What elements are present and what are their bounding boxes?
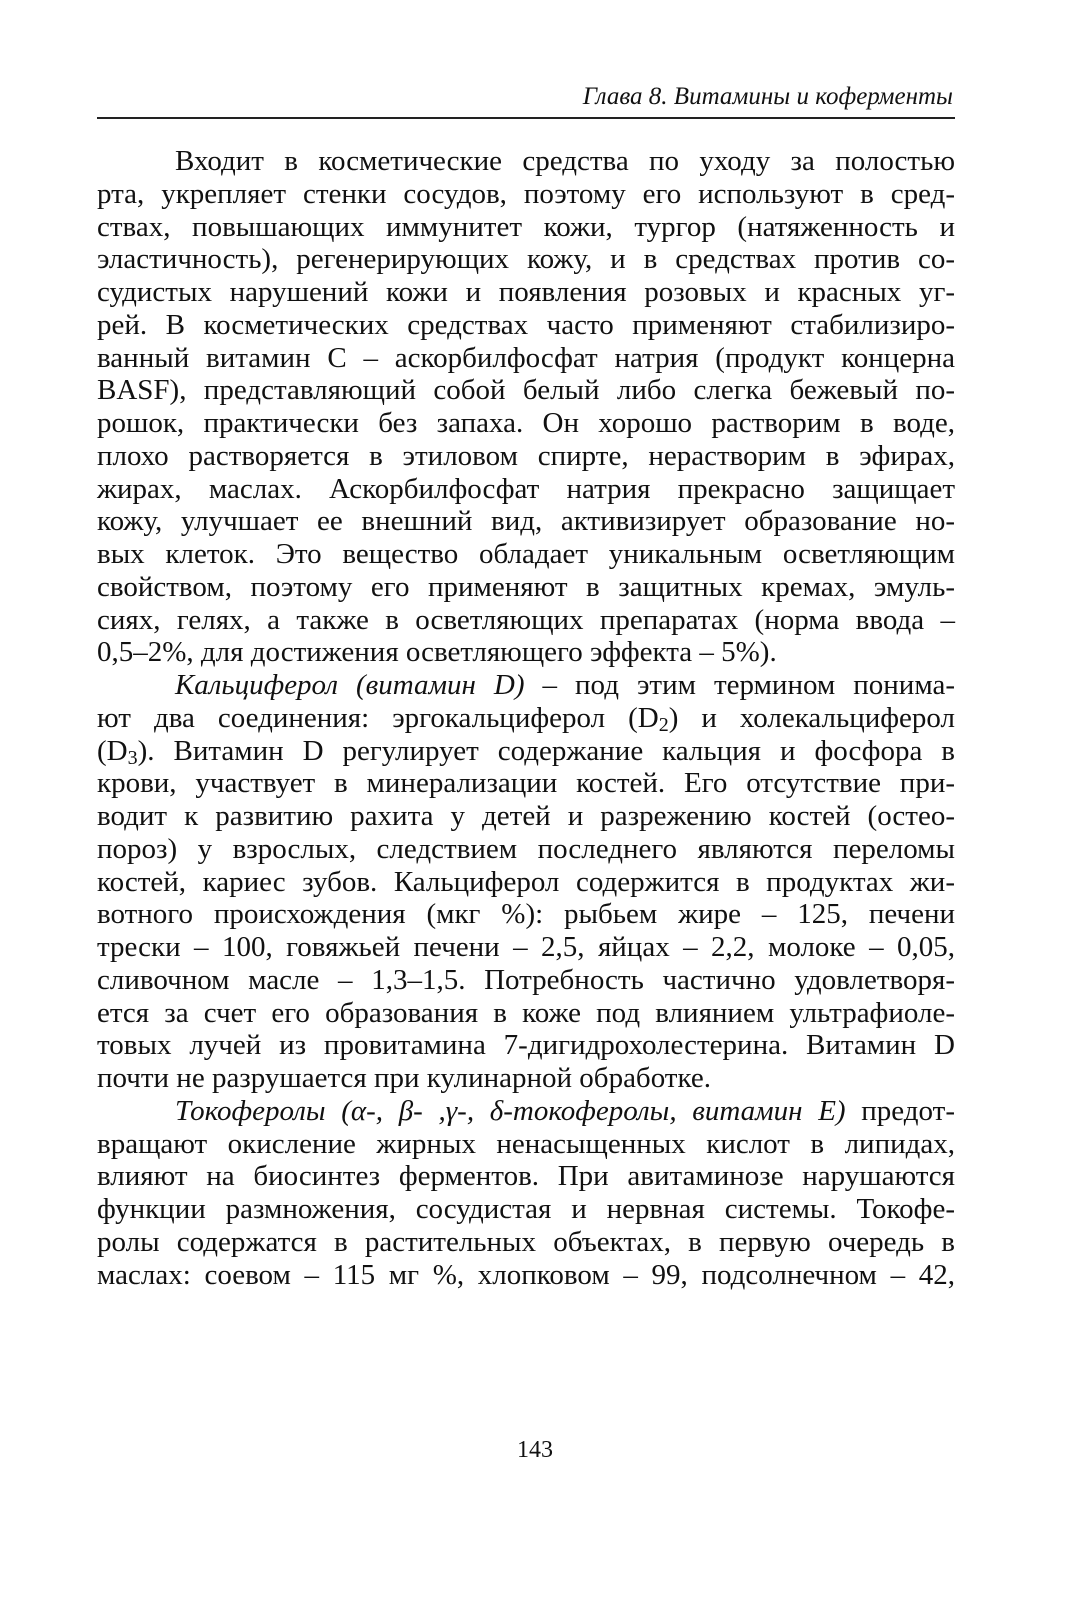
text-line: ствах, повышающих иммунитет кожи, тургор (натяженность и: [97, 210, 955, 243]
text-line: рей. В косметических средствах часто применяют стабилизиро-: [97, 308, 955, 341]
text-line: крови, участвует в минерализации костей. Его отсутствие при-: [97, 767, 955, 800]
term-tocopherols: Токоферолы (α-, β- ,γ-, δ-токоферолы, витамин Е): [175, 1094, 846, 1127]
text-line: жирах, маслах. Аскорбилфосфат натрия прекрасно защищает: [97, 472, 955, 505]
body-text: [97, 145, 955, 1291]
page-number: 143: [517, 1437, 553, 1463]
subscript: 3: [127, 746, 138, 769]
text-line: ванный витамин С – аскорбилфосфат натрия (продукт концерна: [97, 341, 955, 374]
text-line: вращают окисление жирных ненасыщенных кислот в липидах,: [97, 1127, 955, 1160]
text-line: Токоферолы (α-, β- ,γ-, δ-токоферолы, витамин Е) предот-: [175, 1094, 955, 1127]
text-line: функции размножения, сосудистая и нервная системы. Токофе-: [97, 1193, 955, 1225]
text-line: Кальциферол (витамин D) – под этим термином понима-: [175, 669, 955, 701]
text-line: кожу, улучшает ее внешний вид, активизирует образование но-: [97, 505, 955, 538]
text-line: судистых нарушений кожи и появления розовых и красных уг-: [97, 276, 955, 308]
text-line: эластичность), регенерирующих кожу, и в средствах против со-: [97, 243, 955, 276]
text-line: костей, кариес зубов. Кальциферол содержится в продуктах жи-: [97, 865, 955, 898]
header-rule: [97, 117, 955, 119]
text-line: сливочном масле – 1,3–1,5. Потребность частично удовлетворя-: [97, 963, 955, 996]
text-line: водит к развитию рахита у детей и разрежению костей (остео-: [97, 800, 955, 832]
text-line: пороз) у взрослых, следствием последнего являются переломы: [97, 832, 955, 865]
subscript: 2: [658, 713, 669, 736]
text-line: рта, укрепляет стенки сосудов, поэтому его используют в сред-: [97, 177, 955, 210]
text-line: маслах: соевом – 115 мг %, хлопковом – 99, подсолнечном – 42,: [97, 1258, 955, 1291]
text-line: почти не разрушается при кулинарной обработке.: [97, 1062, 711, 1094]
text-line: $(D_3)$. Витамин D регулирует содержание кальция и фосфора в: [97, 734, 955, 769]
text-line: влияют на биосинтез ферментов. При авитаминозе нарушаются: [97, 1160, 955, 1193]
text-line: сиях, гелях, а также в осветляющих препаратах (норма ввода –: [97, 603, 955, 636]
text-line: 0,5–2%, для достижения осветляющего эффекта – 5%).: [97, 636, 777, 669]
term-calciferol: Кальциферол (витамин D): [175, 669, 525, 701]
running-head: Глава 8. Витамины и коферменты: [582, 83, 953, 110]
text-line: вых клеток. Это вещество обладает уникальным осветляющим: [97, 538, 955, 570]
text-line: Входит в косметические средства по уходу за полостью: [175, 145, 955, 177]
text-line: трески – 100, говяжьей печени – 2,5, яйцах – 2,2, молоке – 0,05,: [97, 931, 955, 963]
text-line: ролы содержатся в растительных объектах, в первую очередь в: [97, 1225, 955, 1258]
text-line: плохо растворяется в этиловом спирте, нерастворим в эфирах,: [97, 439, 955, 472]
text-line: вотного происхождения (мкг %): рыбьем жире – 125, печени: [97, 898, 955, 931]
text-line: товых лучей из провитамина 7-дигидрохолестерина. Витамин D: [97, 1029, 955, 1062]
text-line: рошок, практически без запаха. Он хорошо растворим в воде,: [97, 407, 955, 439]
text-line: ют два соединения: эргокальциферол $(D_2)$ и холекальциферол: [97, 701, 955, 736]
text-line: ется за счет его образования в коже под влиянием ультрафиоле-: [97, 996, 955, 1029]
text-line: свойством, поэтому его применяют в защитных кремах, эмуль-: [97, 570, 955, 603]
text-line: BASF), представляющий собой белый либо слегка бежевый по-: [97, 374, 955, 407]
